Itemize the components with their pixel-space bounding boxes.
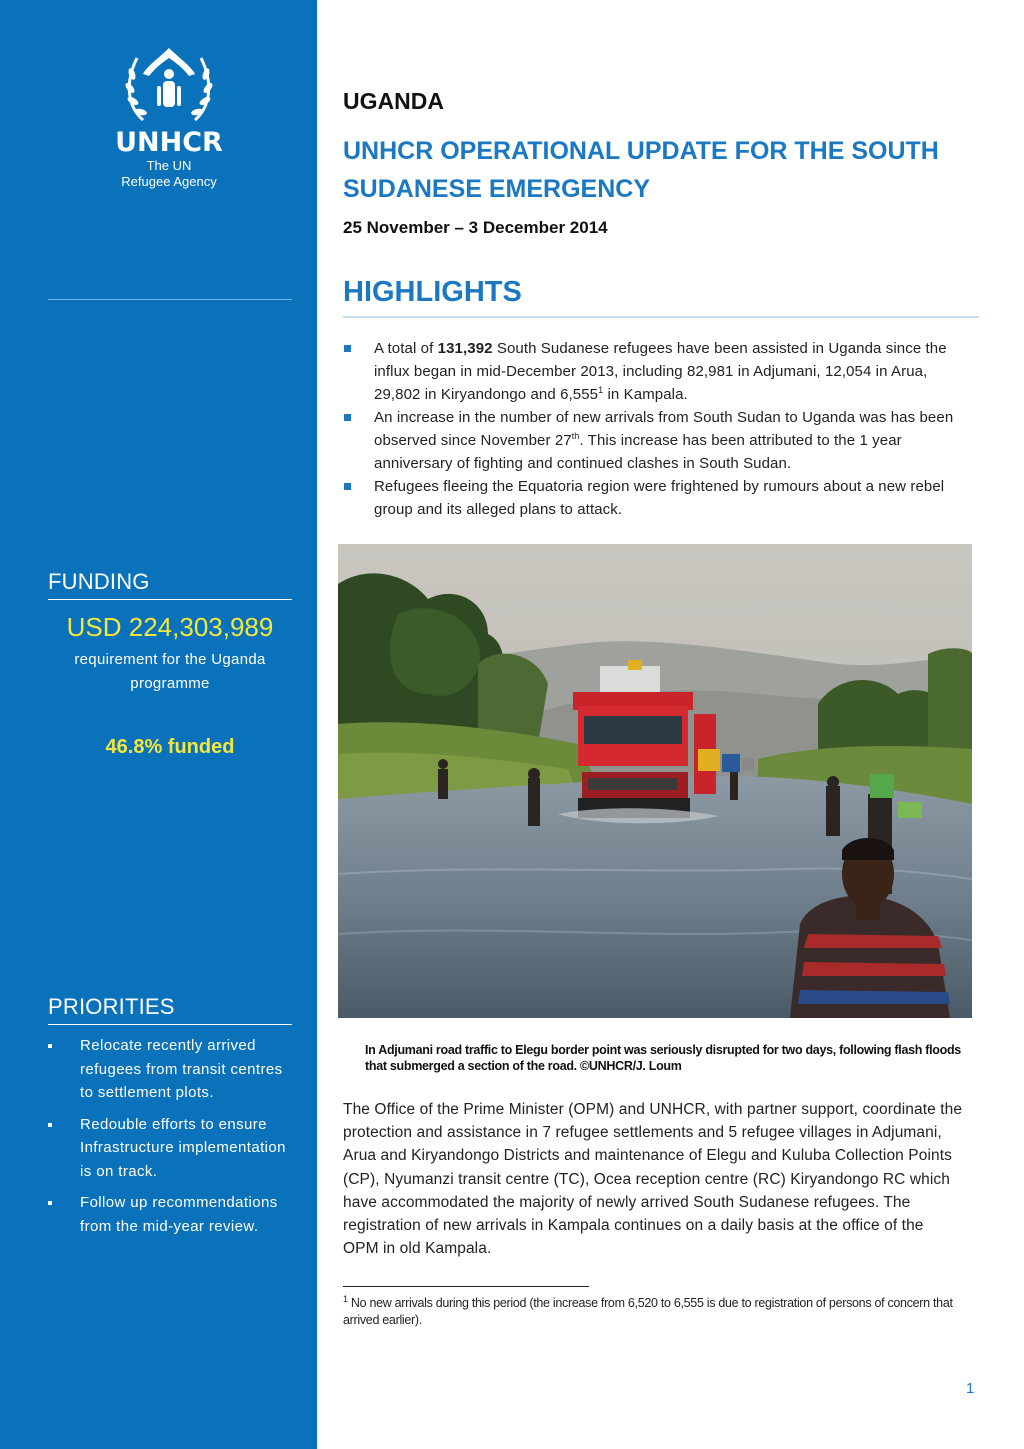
- page-number: 1: [966, 1380, 975, 1397]
- footnote-text: No new arrivals during this period (the increase from 6,520 to 6,555 is due to registration of persons of concern that arrived earlier).: [343, 1296, 953, 1327]
- bullet-icon: [48, 1201, 52, 1205]
- unhcr-emblem-icon: [121, 44, 217, 126]
- footnote-marker: 1: [343, 1293, 348, 1304]
- footnote-ref[interactable]: 1: [598, 385, 604, 395]
- logo-subtitle-line2: Refugee Agency: [121, 174, 217, 189]
- funding-percent: 46.8% funded: [105, 736, 235, 758]
- highlights-list: [343, 337, 973, 521]
- funding-heading: FUNDING: [48, 569, 150, 594]
- report-date: 25 November – 3 December 2014: [343, 218, 608, 237]
- bullet-icon: [48, 1044, 52, 1048]
- sidebar: [0, 0, 317, 1449]
- document-title: UNHCR OPERATIONAL UPDATE FOR THE SOUTH SUDANESE EMERGENCY: [343, 137, 939, 203]
- flooded-road-image: [338, 544, 972, 1018]
- country-heading: UGANDA: [343, 88, 444, 114]
- priority-item: [48, 1113, 298, 1184]
- priorities-heading: PRIORITIES: [48, 994, 175, 1019]
- logo-subtitle-line1: The UN: [146, 158, 192, 173]
- bullet-icon: [344, 414, 351, 421]
- footnote: [343, 1295, 983, 1329]
- bullet-icon: [344, 483, 351, 490]
- highlight-item: [343, 475, 973, 521]
- highlight-item: [343, 406, 973, 475]
- sidebar-divider: [48, 299, 292, 300]
- priority-text: Follow up recommendations from the mid-year review.: [80, 1194, 278, 1235]
- priorities-heading-rule: [48, 1024, 292, 1025]
- highlight-text: in Kampala.: [603, 386, 688, 403]
- highlight-text: An increase in the number of new arrivals from South Sudan to Uganda was has been observed since November 27: [374, 409, 954, 449]
- funding-description: requirement for the Uganda programme: [74, 651, 266, 692]
- priority-item: [48, 1034, 298, 1105]
- funding-amount: USD 224,303,989: [66, 612, 274, 642]
- funding-heading-rule: [48, 599, 292, 600]
- highlight-text: Refugees fleeing the Equatoria region were frightened by rumours about a new rebel group and its alleged plans to attack.: [374, 478, 945, 518]
- highlight-text: A total of: [374, 340, 438, 357]
- highlights-rule: [343, 316, 979, 318]
- body-paragraph: The Office of the Prime Minister (OPM) and UNHCR, with partner support, coordinate the protection and assistance in 7 refugee settlements and 5 refugee villages in Adjumani, Arua and Kiryandongo Districts and maintenance of Elegu and Kuluba Collection Points (CP), Nyumanzi transit centre (TC), Ocea reception centre (RC) Kiryandongo RC which have accommodated the majority of newly arrived South Sudanese refugees. The registration of new arrivals in Kampala continues on a daily basis at the office of the OPM in old Kampala.: [343, 1101, 963, 1258]
- highlight-text: . This increase has been attributed to the 1 year anniversary of fighting and continued clashes in South Sudan.: [374, 432, 902, 472]
- unhcr-logo: [104, 44, 234, 190]
- flood-photo: [338, 544, 972, 1018]
- logo-name: UNHCR: [115, 127, 223, 158]
- ordinal-suffix: th: [571, 431, 580, 441]
- refugee-total: 131,392: [437, 340, 493, 357]
- footnote-divider: [343, 1286, 589, 1287]
- highlights-heading: HIGHLIGHTS: [343, 276, 522, 308]
- highlight-text: South Sudanese refugees have been assisted in Uganda since the influx began in mid-December 2013, including 82,981 in Adjumani, 12,054 in Arua, 29,802 in Kiryandongo and 6,555: [374, 340, 947, 403]
- photo-caption: In Adjumani road traffic to Elegu border point was seriously disrupted for two days, following flash floods that submerged a section of the road. ©UNHCR/J. Loum: [365, 1043, 961, 1073]
- priority-item: [48, 1191, 298, 1238]
- priority-text: Redouble efforts to ensure Infrastructure implementation is on track.: [80, 1115, 286, 1180]
- bullet-icon: [48, 1123, 52, 1127]
- highlight-item: [343, 337, 973, 406]
- priority-text: Relocate recently arrived refugees from transit centres to settlement plots.: [80, 1037, 283, 1101]
- priorities-list: [48, 1034, 298, 1246]
- bullet-icon: [344, 345, 351, 352]
